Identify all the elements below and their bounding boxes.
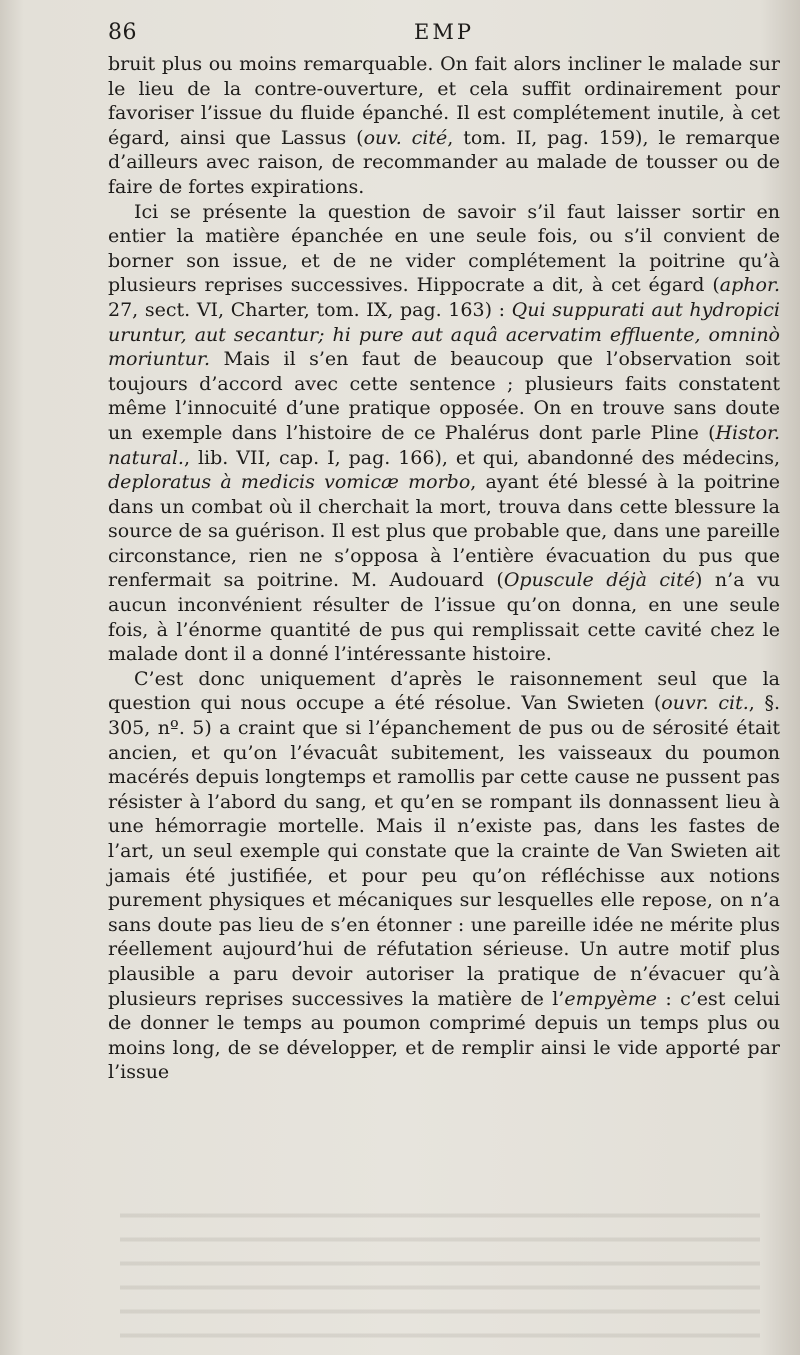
italic-text-segment: ouv. cité [363, 126, 448, 149]
text-segment: , ayant été blessé à la poitrine dans un combat où il cherchait la mort, trouva dans cette blessure la source de sa guérison. Il est plus que probable que, dans une pareille circonstance, rien ne s’opposa à l’entière évacuation du pus que renfermait sa poitrine. M. Audouard ( [108, 471, 781, 592]
page-header [108, 20, 780, 50]
paragraph-3 [108, 667, 780, 1085]
text-segment: , lib. VII, cap. I, pag. 166), et qui, abandonné des médecins, [183, 446, 780, 469]
text-segment: Ici se présente la question de savoir s’il faut laisser sortir en entier la matière épanchée en une seule fois, ou s’il convient de borner son issue, et de ne vider complétement la poitrine qu’à plusieurs reprises successives. Hippocrate a dit, à cet égard ( [108, 200, 780, 297]
text-segment: bruit plus ou moins remarquable. On fait alors incliner le malade sur le lieu de la contre-ouverture, et cela suffit ordinairement pour favoriser l’issue du fluide épanché. Il est complétement inutile, à cet égard, ainsi que Lassus ( [108, 53, 780, 149]
text-segment: : c’est celui de donner le temps au poumon comprimé depuis un temps plus ou moins long, de se développer, et de remplir ainsi le vide apporté par l’issue [108, 987, 781, 1084]
text-segment: Mais il s’en faut de beaucoup que l’observation soit toujours d’accord avec cette sentence ; plusieurs faits constatent même l’innocuité d’une pratique opposée. On en trouve sans doute un exemple dans l’histoire de ce Phalérus dont parle Pline ( [108, 348, 780, 444]
text-segment: C’est donc uniquement d’après le raisonnement seul que la question qui nous occupe a été résolue. Van Swieten ( [108, 667, 780, 715]
text-segment: , tom. II, pag. 159), le remarque d’ailleurs avec raison, de recommander au malade de tousser ou de faire de fortes expirations. [108, 126, 780, 198]
page-number: 86 [108, 20, 137, 45]
text-segment: 27, sect. VI, Charter, tom. IX, pag. 163) : [108, 298, 512, 321]
italic-text-segment: aphor. [719, 274, 780, 297]
show-through-from-next-page [120, 1205, 760, 1345]
italic-text-segment: deploratus à medicis vomicæ morbo [108, 471, 471, 494]
italic-text-segment: Qui suppurati aut hydropici uruntur, aut secantur; hi pure aut aquâ acervatim effluente, omninò moriuntur. [108, 298, 780, 371]
running-head: EMP [414, 20, 474, 44]
text-body [108, 52, 780, 1085]
text-segment: ) n’a vu aucun inconvénient résulter de l’issue qu’on donna, en une seule fois, à l’énorme quantité de pus qui remplissait cette cavité chez le malade dont il a donné l’intéressante histoire. [108, 569, 780, 666]
italic-text-segment: Histor. natural. [108, 421, 780, 469]
text-segment: , §. 305, nº. 5) a craint que si l’épanchement de pus ou de sérosité était ancien, et qu’on l’évacuât subitement, les vaisseaux du poumon macérés depuis longtemps et ramollis par cette cause ne pussent pas résister à l’abord du sang, et qu’en se rompant ils donnassent lieu à une hémorragie mortelle. Mais il n’existe pas, dans les fastes de l’art, un seul exemple qui constate que la crainte de Van Swieten ait jamais été justifiée, et pour peu qu’on réfléchisse aux notions purement physiques et mécaniques sur lesquelles elle repose, on n’a sans doute pas lieu de s’en étonner : une pareille idée ne mérite plus réellement aujourd’hui de réfutation sérieuse. Un autre motif plus plausible a paru devoir autoriser la pratique de n’évacuer qu’à plusieurs reprises successives la matière de l’ [108, 692, 780, 1010]
paragraph-2 [108, 200, 780, 667]
italic-text-segment: ouvr. cit. [661, 692, 749, 715]
paragraph-1 [108, 52, 780, 200]
italic-text-segment: empyème [564, 987, 658, 1010]
italic-text-segment: Opuscule déjà cité [503, 569, 695, 592]
